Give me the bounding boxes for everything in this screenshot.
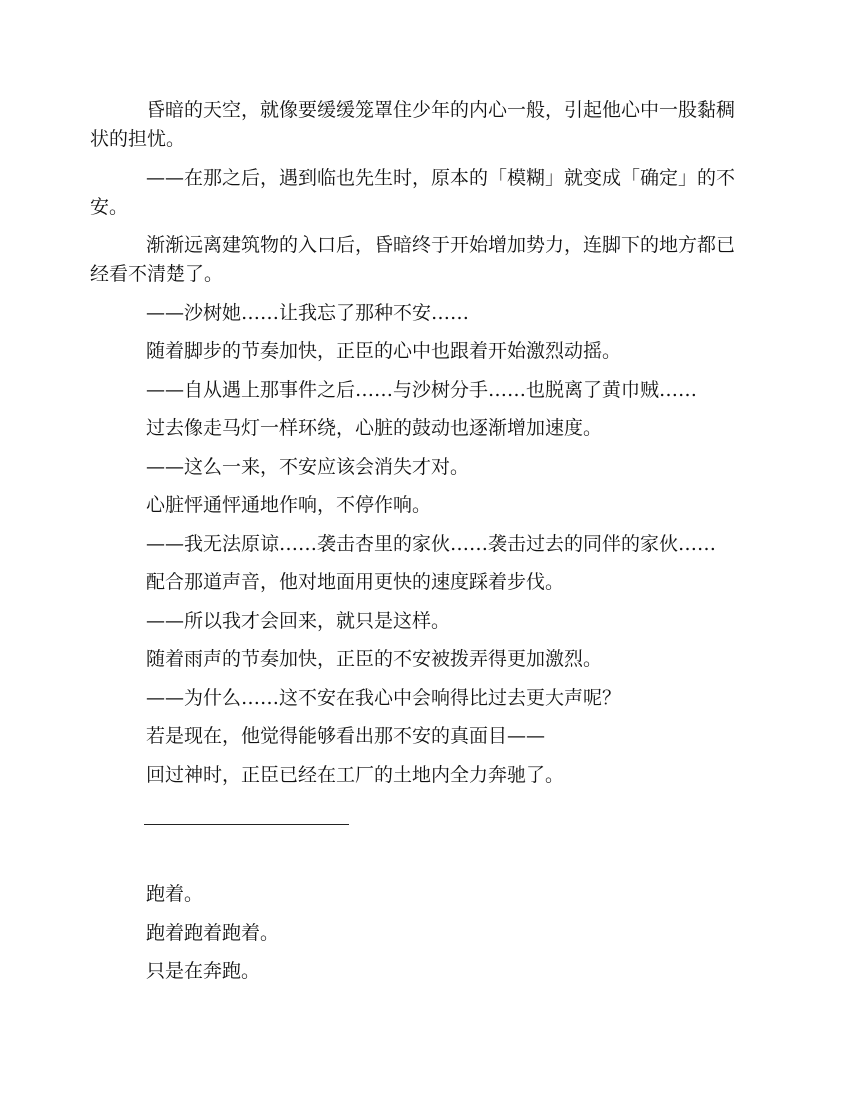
paragraph: 渐渐远离建筑物的入口后，昏暗终于开始增加势力，连脚下的地方都已经看不清楚了。 [90,234,736,285]
paragraph: ——所以我才会回来，就只是这样。 [146,609,451,632]
paragraph: ——沙树她……让我忘了那种不安…… [146,301,470,324]
paragraph: ——这么一来，不安应该会消失才对。 [146,455,470,478]
main-text [90,96,750,799]
paragraph: 昏暗的天空，就像要缓缓笼罩住少年的内心一般，引起他心中一股黏稠状的担忧。 [90,99,736,150]
paragraph: ——我无法原谅……袭击杏里的家伙……袭击过去的同伴的家伙…… [146,532,717,555]
paragraph: 随着脚步的节奏加快，正臣的心中也跟着开始激烈动摇。 [146,340,622,362]
after-break-text [90,880,750,996]
paragraph: 跑着跑着跑着。 [146,921,280,944]
paragraph: 配合那道声音，他对地面用更快的速度踩着步伐。 [146,571,565,593]
paragraph: ——自从遇上那事件之后……与沙树分手……也脱离了黄巾贼…… [146,378,698,401]
paragraph: 随着雨声的节奏加快，正臣的不安被拨弄得更加激烈。 [146,648,603,670]
divider-line [144,824,349,825]
paragraph: 只是在奔跑。 [146,960,261,982]
paragraph: 回过神时，正臣已经在工厂的土地内全力奔驰了。 [146,763,565,786]
paragraph: ——为什么……这不安在我心中会响得比过去更大声呢？ [146,686,622,709]
paragraph: 若是现在，他觉得能够看出那不安的真面目—— [146,725,546,747]
paragraph: 跑着。 [146,883,204,905]
paragraph: 心脏怦通怦通地作响，不停作响。 [146,494,432,516]
section-divider [144,812,349,836]
paragraph: ——在那之后，遇到临也先生时，原本的「模糊」就变成「确定」的不安。 [90,166,736,218]
paragraph: 过去像走马灯一样环绕，心脏的鼓动也逐渐增加速度。 [146,417,603,439]
